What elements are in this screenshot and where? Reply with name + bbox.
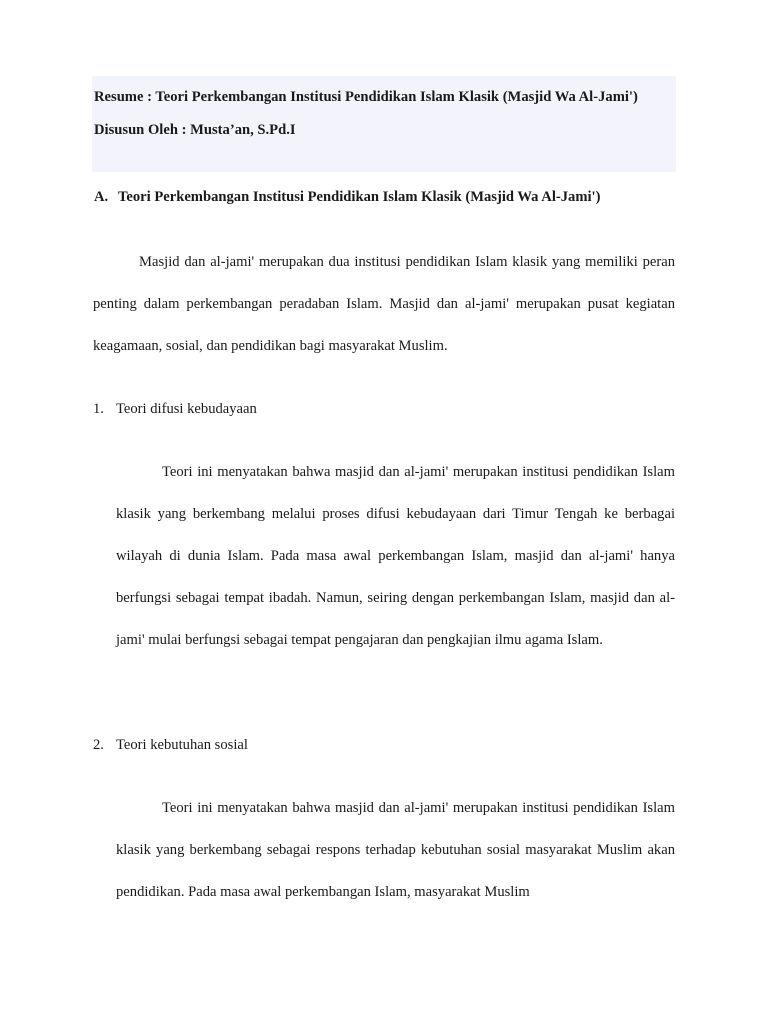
list-number-1: 1.: [93, 401, 104, 417]
list-title-1: Teori difusi kebudayaan: [116, 401, 257, 417]
list-paragraph-1: Teori ini menyatakan bahwa masjid dan al-jami' merupakan institusi pendidikan Islam klasik yang berkembang melalui proses difusi kebudayaan dari Timur Tengah ke berbagai wilayah di dunia Islam. Pada masa awal perkembangan Islam, masjid dan al-jami' hanya berfungsi sebagai tempat ibadah. Namun, seiring dengan perkembangan Islam, masjid dan al-jami' mulai berfungsi sebagai tempat pengajaran dan pengkajian ilmu agama Islam.: [116, 464, 675, 648]
list-title-2: Teori kebutuhan sosial: [116, 737, 248, 753]
list-item-2: [93, 737, 248, 754]
section-heading: [94, 189, 600, 206]
section-letter: A.: [94, 189, 109, 205]
list-item-1: [93, 401, 257, 418]
resume-title: Resume : Teori Perkembangan Institusi Pendidikan Islam Klasik (Masjid Wa Al-Jami'): [94, 89, 638, 105]
list-number-2: 2.: [93, 737, 104, 753]
list-paragraph-2: Teori ini menyatakan bahwa masjid dan al-jami' merupakan institusi pendidikan Islam klasik yang berkembang sebagai respons terhadap kebutuhan sosial masyarakat Muslim akan pendidikan. Pada masa awal perkembangan Islam, masyarakat Muslim: [116, 800, 675, 900]
intro-paragraph: Masjid dan al-jami' merupakan dua institusi pendidikan Islam klasik yang memiliki peran penting dalam perkembangan peradaban Islam. Masjid dan al-jami' merupakan pusat kegiatan keagamaan, sosial, dan pendidikan bagi masyarakat Muslim.: [93, 254, 675, 354]
section-title: Teori Perkembangan Institusi Pendidikan Islam Klasik (Masjid Wa Al-Jami'): [118, 189, 601, 205]
author-line: Disusun Oleh : Musta’an, S.Pd.I: [94, 122, 296, 138]
